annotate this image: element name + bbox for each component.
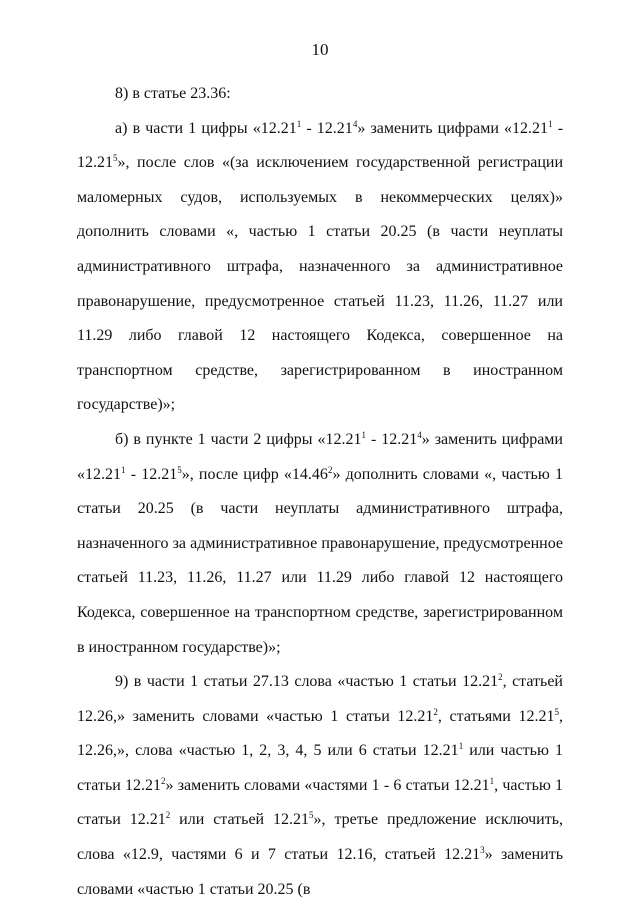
- text-run: », третье предложение исключить, слова «12.9, частями 6 и 7 статьи 12.16, статьей 12.21: [77, 811, 563, 864]
- paragraph-item-8: [77, 77, 563, 112]
- superscript: 3: [480, 845, 485, 856]
- text-run: или частью 1 статьи 12.21: [77, 742, 563, 794]
- text-run: - 12.21: [125, 465, 178, 483]
- superscript: 1: [548, 118, 553, 129]
- superscript: 5: [309, 810, 314, 821]
- superscript: 5: [177, 464, 182, 475]
- text-run: », после цифр «14.46: [181, 465, 328, 483]
- text-run: или статьей 12.21: [170, 811, 310, 829]
- text-run: - 12.21: [301, 119, 353, 137]
- text-run: » заменить цифрами «12.21: [357, 119, 549, 137]
- superscript: 2: [433, 706, 438, 717]
- superscript: 1: [121, 464, 126, 475]
- paragraph-item-9: [77, 665, 563, 907]
- superscript: 2: [327, 464, 333, 475]
- superscript: 1: [361, 429, 367, 440]
- text-run: », после слов «(за исключением государственной регистрации маломерных судов, используемых в некоммерческих целях)» дополнить словами «, частью 1 статьи 20.25 (в части неуплаты административного штрафа, назначенного за административное правонарушение, предусмотренное статьей 11.23, 11.26, 11.27 или 11.29 либо главой 12 настоящего Кодекса, совершенное на транспортном средстве, зарегистрированном в иностранном государстве)»;: [77, 154, 563, 414]
- superscript: 2: [161, 775, 166, 786]
- text-run: » заменить цифрами «12.21: [77, 430, 563, 483]
- superscript: 2: [498, 672, 503, 683]
- document-body: [77, 77, 563, 907]
- text-run: , статьей 12.26,» заменить словами «частью 1 статьи 12.21: [77, 673, 563, 725]
- text-run: а) в части 1 цифры «12.21: [115, 119, 297, 137]
- text-run: б) в пункте 1 части 2 цифры «12.21: [115, 430, 362, 448]
- text-run: , 12.26,», слова «частью 1, 2, 3, 4, 5 или 6 статьи 12.21: [77, 707, 564, 760]
- superscript: 1: [296, 118, 302, 129]
- text-run: 8) в статье 23.36:: [115, 85, 231, 102]
- text-run: » заменить словами «частями 1 - 6 статьи 12.21: [165, 776, 490, 794]
- text-run: - 12.21: [366, 430, 418, 448]
- text-run: » дополнить словами «, частью 1 статьи 20.25 (в части неуплаты административного штрафа, назначенного за административное правонарушение, предусмотренное статьей 11.23, 11.26, 11.27 или 11.29 либо главой 12 настоящего Кодекса, совершенное на транспортном средстве, зарегистрированном в иностранном государстве)»;: [77, 465, 564, 656]
- superscript: 2: [165, 810, 171, 821]
- paragraph-subitem-a: [77, 112, 563, 423]
- text-run: , статьями 12.21: [437, 707, 555, 725]
- text-run: - 12.21: [77, 119, 564, 172]
- superscript: 1: [458, 741, 464, 752]
- text-run: 9) в части 1 статьи 27.13 слова «частью 1 статьи 12.21: [115, 673, 499, 691]
- superscript: 1: [489, 775, 495, 786]
- superscript: 5: [554, 706, 560, 717]
- paragraph-subitem-b: [77, 423, 563, 665]
- superscript: 4: [352, 118, 358, 129]
- text-run: » заменить словами «частью 1 статьи 20.25 (в: [77, 846, 564, 898]
- superscript: 5: [113, 153, 118, 164]
- text-run: , частью 1 статьи 12.21: [77, 776, 564, 829]
- page-number: 10: [311, 40, 329, 59]
- superscript: 4: [417, 429, 422, 440]
